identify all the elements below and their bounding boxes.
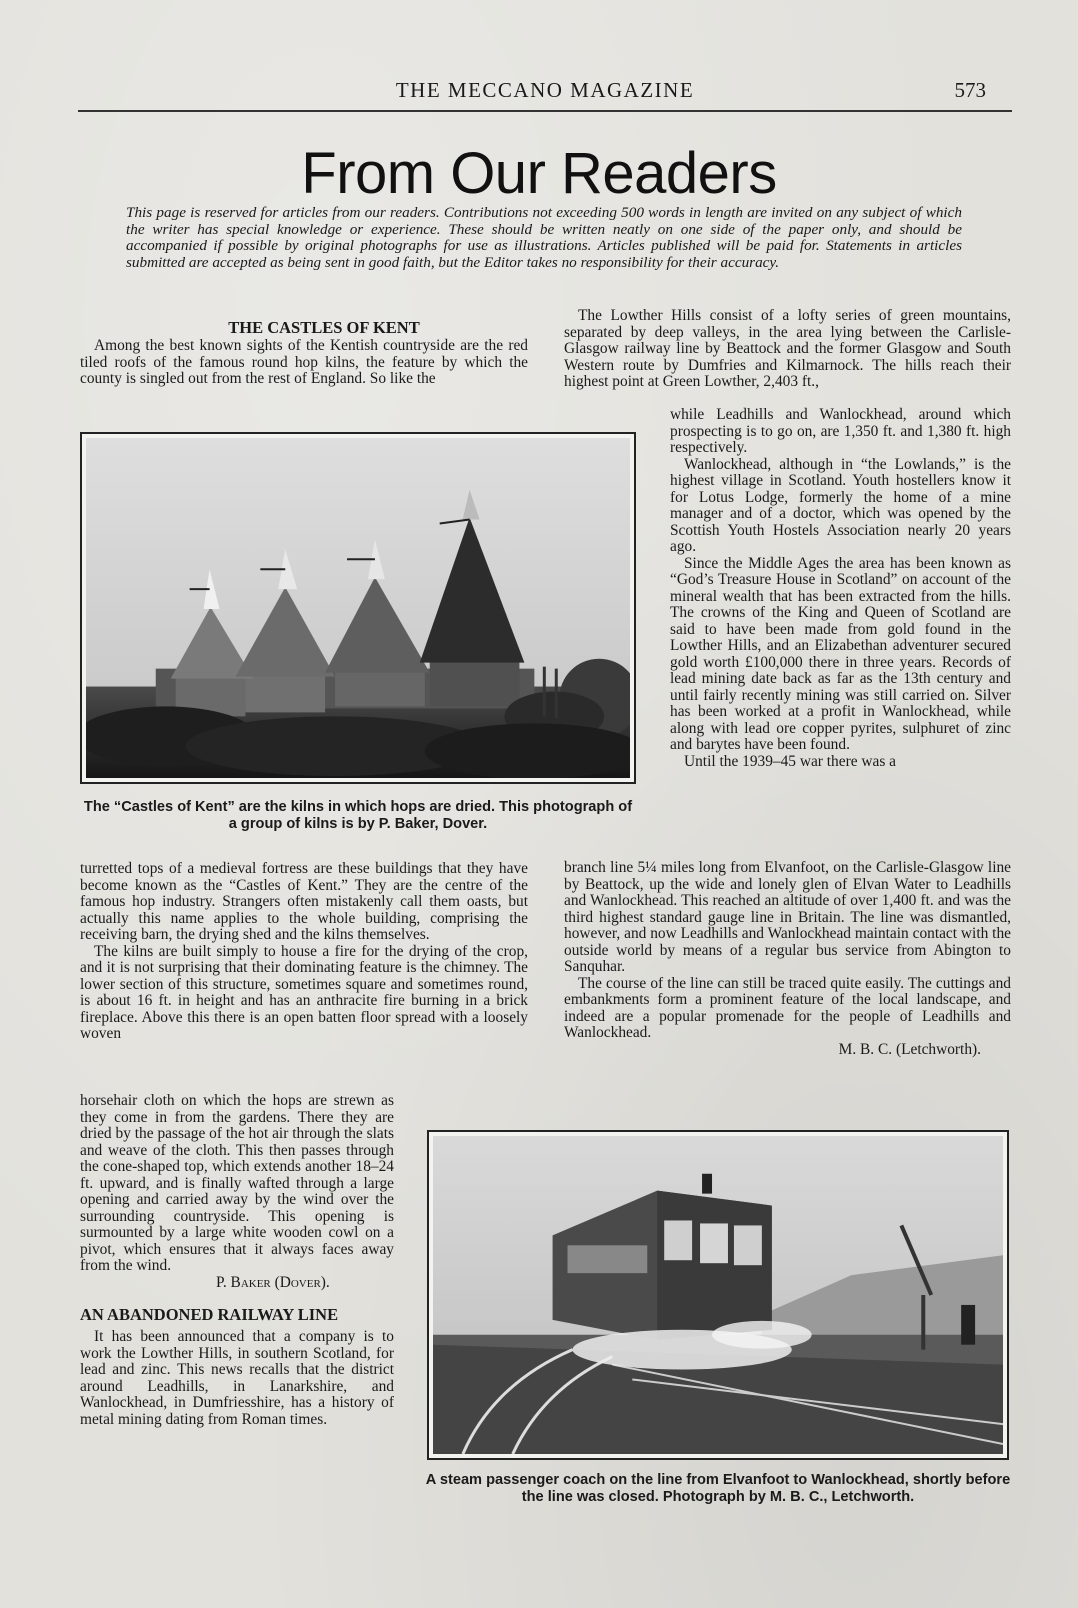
railway-paragraph-6: The course of the line can still be traced quite easily. The cuttings and embankments form a prominent feature of the local landscape, and indeed are a popular promenade for the people of Leadhills and Wanlockhead. (564, 974, 1011, 1041)
page-header (78, 74, 1012, 112)
railway-paragraph-2b: while Leadhills and Wanlockhead, around which prospecting is to go on, are 1,350 ft. and 1,380 ft. high respectively. (670, 406, 1011, 456)
castles-paragraph-2: turretted tops of a medieval fortress are these buildings that they have become known as the “Castles of Kent.” They are the centre of the famous hop industry. Strangers often mistakenly call them oasts, but actually this name applies to the whole building, comprising the receiving barn, the drying shed and the kilns themselves. (80, 860, 528, 943)
page-title: From Our Readers (301, 141, 777, 206)
railway-article-middle (670, 407, 1011, 770)
castles-paragraph-3b: horsehair cloth on which the hops are strewn as they come in from the gardens. There they are dried by the passage of the hot air through the slats and weave of the cloth. This then passes through the cone-shaped top, which extends another 18–24 ft. upward, and is finally wafted through a large opening and carried away by the wind over the surrounding countryside. This opening is surmounted by a large white wooden cowl on a pivot, which ensures that it always faces away from the wind. (80, 1092, 394, 1274)
railway-paragraph-5a: Until the 1939–45 war there was a (684, 752, 896, 770)
page-number: 573 (954, 78, 986, 102)
railway-article-top (564, 308, 1011, 391)
magazine-title: THE MECCANO MAGAZINE (395, 78, 695, 102)
steam-coach-photo (427, 1130, 1009, 1460)
castles-article-intro (80, 318, 528, 388)
castles-heading: THE CASTLES OF KENT (228, 318, 420, 337)
castles-article-body (80, 861, 528, 1043)
steam-coach-caption: A steam passenger coach on the line from Elvanfoot to Wanlockhead, shortly before the line was closed. Photograph by M. B. C., Letchworth. (425, 1472, 1011, 1505)
railway-paragraph-2a: The Lowther Hills consist of a lofty series of green mountains, separated by deep valleys, in the area lying between the Carlisle-Glasgow railway line by Beattock and the former Glasgow and South Western route by Dumfries and Kilmarnock. The hills reach their highest point at Green Lowther, 2,403 ft., (564, 307, 1011, 390)
railway-paragraph-5b: branch line 5¼ miles long from Elvanfoot, on the Carlisle-Glasgow line by Beattock, up the wide and lonely glen of Elvan Water to Leadhills and Wanlockhead. This reached an altitude of over 1,400 ft. and was the third highest standard gauge line in Britain. The line was dismantled, however, and now Leadhills and Wanlockhead maintain contact with the outside world by means of a regular bus service from Abington to Sanquhar. (564, 859, 1011, 975)
railway-article-bottom (564, 860, 1011, 1058)
railway-paragraph-1: It has been announced that a company is to work the Lowther Hills, in southern Scotland, for lead and zinc. This news recalls that the district around Leadhills, in Lanarkshire, and Wanlockhead, in Dumfriesshire, has a history of metal mining dating from Roman times. (80, 1328, 394, 1428)
castles-paragraph-1: Among the best known sights of the Kentish countryside are the red tiled roofs of the famous round hop kilns, the feature by which the county is singled out from the rest of England. So like the (80, 337, 528, 387)
railway-paragraph-3: Wanlockhead, although in “the Lowlands,” is the highest village in Scotland. Youth hostellers know it for Lotus Lodge, formerly the home of a mine manager and of a doctor, which was opened by the Scottish Youth Hostels Association nearly 20 years ago. (670, 455, 1011, 555)
hop-kilns-image (86, 438, 630, 778)
castles-signature: P. Baker (Dover). (216, 1273, 330, 1291)
intro-text: This page is reserved for articles from our readers. Contributions not exceeding 500 words in length are invited on any subject of which the writer has special knowledge or experience. These should be written neatly on one side of the paper only, and should be accompanied if possible by original photographs for use as illustrations. Articles published will be paid for. Statements in articles submitted are accepted as being sent in good faith, but the Editor takes no responsibility for their accuracy. (126, 204, 962, 271)
railway-paragraph-4: Since the Middle Ages the area has been known as “God’s Treasure House in Scotland” on account of the mineral wealth that has been extracted from the hills. The crowns of the King and Queen of Scotland are said to have been made from gold found in the Lowther Hills, and an Elizabethan adventurer secured gold worth £100,000 there in three years. Records of lead mining date back as far as the 13th century and until fairly recently mining was still carried on. Silver has been worked at a profit in Wanlockhead, while along with lead ore copper pyrites, sulphuret of zinc and barytes have been found. (670, 554, 1011, 753)
hop-kilns-caption: The “Castles of Kent” are the kilns in which hops are dried. This photograph of a group of kilns is by P. Baker, Dover. (83, 799, 633, 832)
railway-signature: M. B. C. (Letchworth). (838, 1040, 981, 1058)
castles-article-continued (80, 1093, 394, 1428)
railway-heading: AN ABANDONED RAILWAY LINE (80, 1305, 339, 1324)
hop-kilns-photo (80, 432, 636, 784)
steam-coach-image (433, 1136, 1003, 1454)
castles-paragraph-3a: The kilns are built simply to house a fire for the drying of the crop, and it is not surprising that their dominating feature is the chimney. The lower section of this structure, sometimes square and sometimes round, is about 16 ft. in height and has an anthracite fire burning in a brick fireplace. Above this there is an open batten floor spread with a loosely woven (80, 942, 528, 1042)
